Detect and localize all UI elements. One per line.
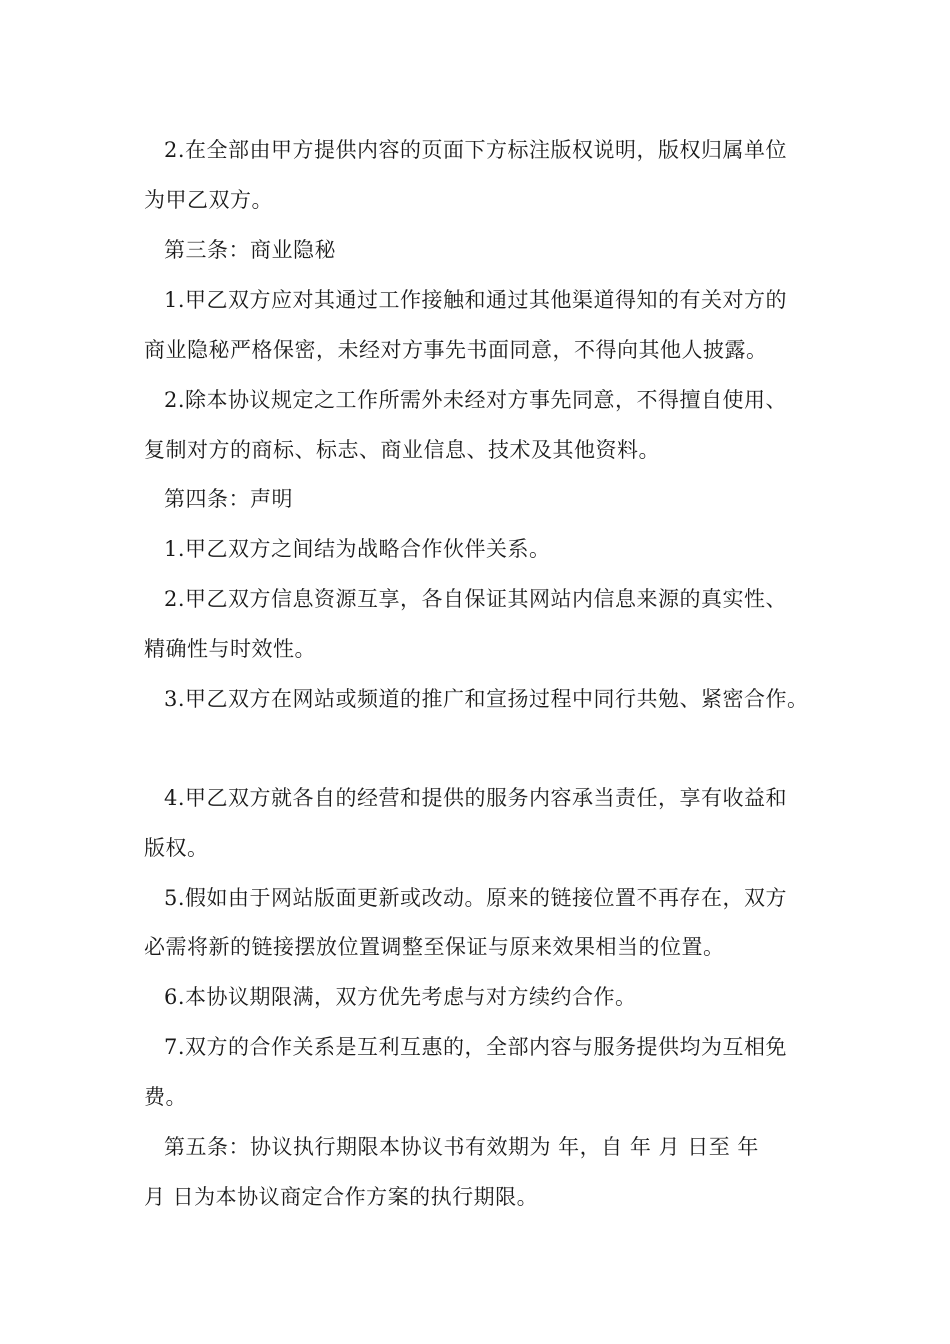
paragraph-line: 版权。: [144, 836, 209, 860]
paragraph-line: 必需将新的链接摆放位置调整至保证与原来效果相当的位置。: [144, 935, 725, 959]
paragraph-line: 费。: [144, 1085, 187, 1109]
paragraph-line: 2.在全部由甲方提供内容的页面下方标注版权说明，版权归属单位: [164, 138, 788, 162]
paragraph-line: 6.本协议期限满，双方优先考虑与对方续约合作。: [164, 985, 637, 1009]
paragraph-line: 复制对方的商标、标志、商业信息、技术及其他资料。: [144, 438, 660, 462]
section-heading: 第五条：协议执行期限本协议书有效期为 年，自 年 月 日至 年: [164, 1135, 759, 1159]
paragraph-line: 精确性与时效性。: [144, 637, 316, 661]
paragraph-line: 4.甲乙双方就各自的经营和提供的服务内容承当责任，享有收益和: [164, 786, 788, 810]
paragraph-line: 为甲乙双方。: [144, 188, 273, 212]
paragraph-line: 1.甲乙双方之间结为战略合作伙伴关系。: [164, 537, 551, 561]
paragraph-line: 5.假如由于网站版面更新或改动。原来的链接位置不再存在，双方: [164, 886, 788, 910]
paragraph-line: 7.双方的合作关系是互利互惠的，全部内容与服务提供均为互相免: [164, 1035, 788, 1059]
paragraph-line: 月 日为本协议商定合作方案的执行期限。: [144, 1185, 539, 1209]
section-heading: 第四条：声明: [164, 487, 293, 511]
paragraph-line: 3.甲乙双方在网站或频道的推广和宣扬过程中同行共勉、紧密合作。: [164, 687, 809, 711]
section-heading: 第三条：商业隐秘: [164, 238, 336, 262]
paragraph-line: 2.甲乙双方信息资源互享，各自保证其网站内信息来源的真实性、: [164, 587, 788, 611]
paragraph-line: 1.甲乙双方应对其通过工作接触和通过其他渠道得知的有关对方的: [164, 288, 788, 312]
paragraph-line: 商业隐秘严格保密，未经对方事先书面同意，不得向其他人披露。: [144, 338, 768, 362]
paragraph-line: 2.除本协议规定之工作所需外未经对方事先同意，不得擅自使用、: [164, 388, 788, 412]
